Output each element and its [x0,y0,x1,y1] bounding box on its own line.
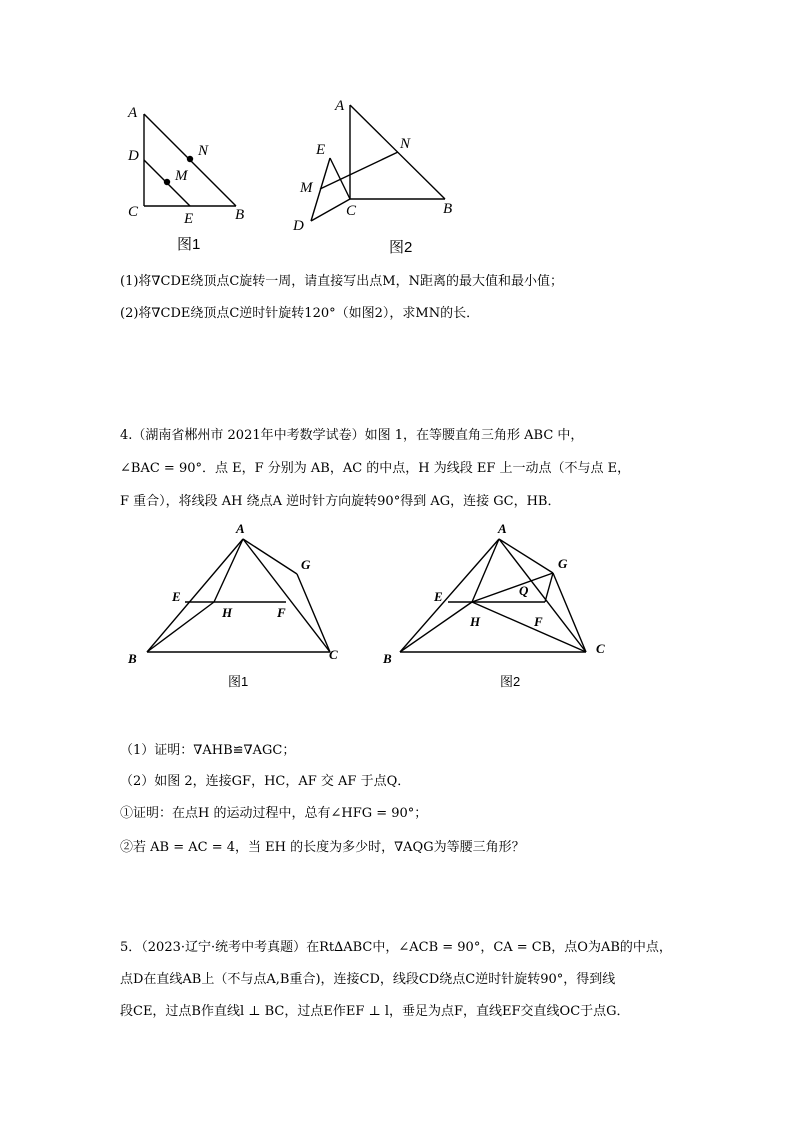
fig2-label-a: A [335,98,345,114]
problem-5-line-1: 5．（2023·辽宁·统考中考真题）在Rt∆ABC中，∠ACB = 90°，CA = CB，点O为AB的中点， [120,940,672,955]
problem-4-line-2: ∠BAC = 90°．点 E，F 分别为 AB，AC 的中点，H 为线段 EF 上一动点（不与点 E， [120,461,631,476]
problem-4-line-3: F 重合），将线段 AH 绕点A 逆时针方向旋转90°得到 AG，连接 GC，HB． [120,494,561,509]
problem-3-question-1: (1)将∇CDE绕顶点C旋转一周，请直接写出点M，N距离的最大值和最小值； [120,274,563,289]
problem-4-statement [120,424,760,514]
problem-5-line-3: 段CE，过点B作直线l ⊥ BC，过点E作EF ⊥ l，垂足为点F，直线EF交直线OC于点G． [120,1004,630,1019]
fig4-1-segment-ah [214,539,243,602]
fig4-1-label-g: G [301,557,311,572]
fig2-caption: 图2 [389,239,413,256]
fig4-2-segment-ah [472,539,499,602]
problem-4-line-1: 4.（湖南省郴州市 2021年中考数学试卷）如图 1，在等腰直角三角形 ABC 中， [120,428,584,443]
fig1-point-m-dot [164,179,170,185]
fig4-1-label-a: A [236,521,245,536]
fig4-2-label-f: F [534,614,543,629]
problem-4-question-2: （2）如图 2，连接GF，HC，AF 交 AF 于点Q． [120,774,411,789]
fig1-caption: 图1 [177,236,201,253]
fig1-label-a: A [128,105,138,121]
fig1-label-e: E [184,211,194,227]
fig4-2-segment-gf [545,573,553,602]
fig1-label-c: C [128,204,139,220]
fig4-2-segment-ab [400,539,499,652]
figure-4-drawing [0,515,794,695]
fig2-label-m: M [300,180,313,196]
fig2-label-n: N [400,136,411,152]
fig4-1-segment-ab [147,539,243,652]
fig4-2-caption: 图2 [500,674,521,689]
fig1-point-n-dot [187,156,193,162]
fig4-1-segment-hb [147,602,214,652]
problem-5-statement [120,936,760,1026]
fig4-2-label-g: G [558,556,568,571]
fig4-1-label-b: B [128,651,137,666]
fig2-segment-mn [320,152,398,189]
fig4-2-segment-hb [400,602,472,652]
problem-3-question-2: (2)将∇CDE绕顶点C逆时针旋转120°（如图2），求MN的长． [120,306,480,321]
fig4-1-caption: 图1 [228,674,249,689]
fig1-label-n: N [198,143,209,159]
fig4-2-label-h: H [470,614,481,629]
fig4-2-segment-hg [472,573,553,602]
fig2-label-e: E [316,142,326,158]
fig4-2-label-a: A [498,521,507,536]
fig4-2-label-b: B [383,651,392,666]
problem-3-questions [120,270,760,330]
fig2-label-c: C [346,203,357,219]
fig2-label-d: D [293,218,304,234]
fig4-1-segment-gc [297,574,330,652]
fig4-1-label-h: H [222,605,233,620]
fig4-2-label-q: Q [519,583,529,598]
fig2-segment-ec [330,158,350,199]
fig4-2-label-c: C [596,641,605,656]
figure-3-1 [0,0,794,260]
fig4-1-label-f: F [277,605,286,620]
fig4-2-label-e: E [434,589,443,604]
problem-4-question-2a: ①证明：在点H 的运动过程中，总有∠HFG = 90°； [120,806,428,821]
fig1-label-d: D [128,148,139,164]
fig4-1-label-c: C [329,647,338,662]
problem-4-question-2b: ②若 AB = AC = 4，当 EH 的长度为多少时，∇AQG为等腰三角形？ [120,840,525,855]
fig4-2-segment-ac [499,539,586,652]
fig2-label-b: B [443,201,453,217]
figure-3-1-drawing [0,0,794,260]
problem-4-questions [120,739,760,859]
problem-5-line-2: 点D在直线AB上（不与点A,B重合)，连接CD，线段CD绕点C逆时针旋转90°，得到线 [120,972,616,987]
fig4-2-segment-ag [499,539,553,573]
figure-4 [0,515,794,695]
fig4-1-segment-ac [243,539,330,652]
fig4-1-segment-ag [243,539,297,574]
fig4-1-label-e: E [172,589,181,604]
fig1-label-b: B [235,207,245,223]
fig1-label-m: M [175,168,188,184]
problem-4-question-1: （1）证明：∇AHB≌∇AGC； [120,743,296,758]
